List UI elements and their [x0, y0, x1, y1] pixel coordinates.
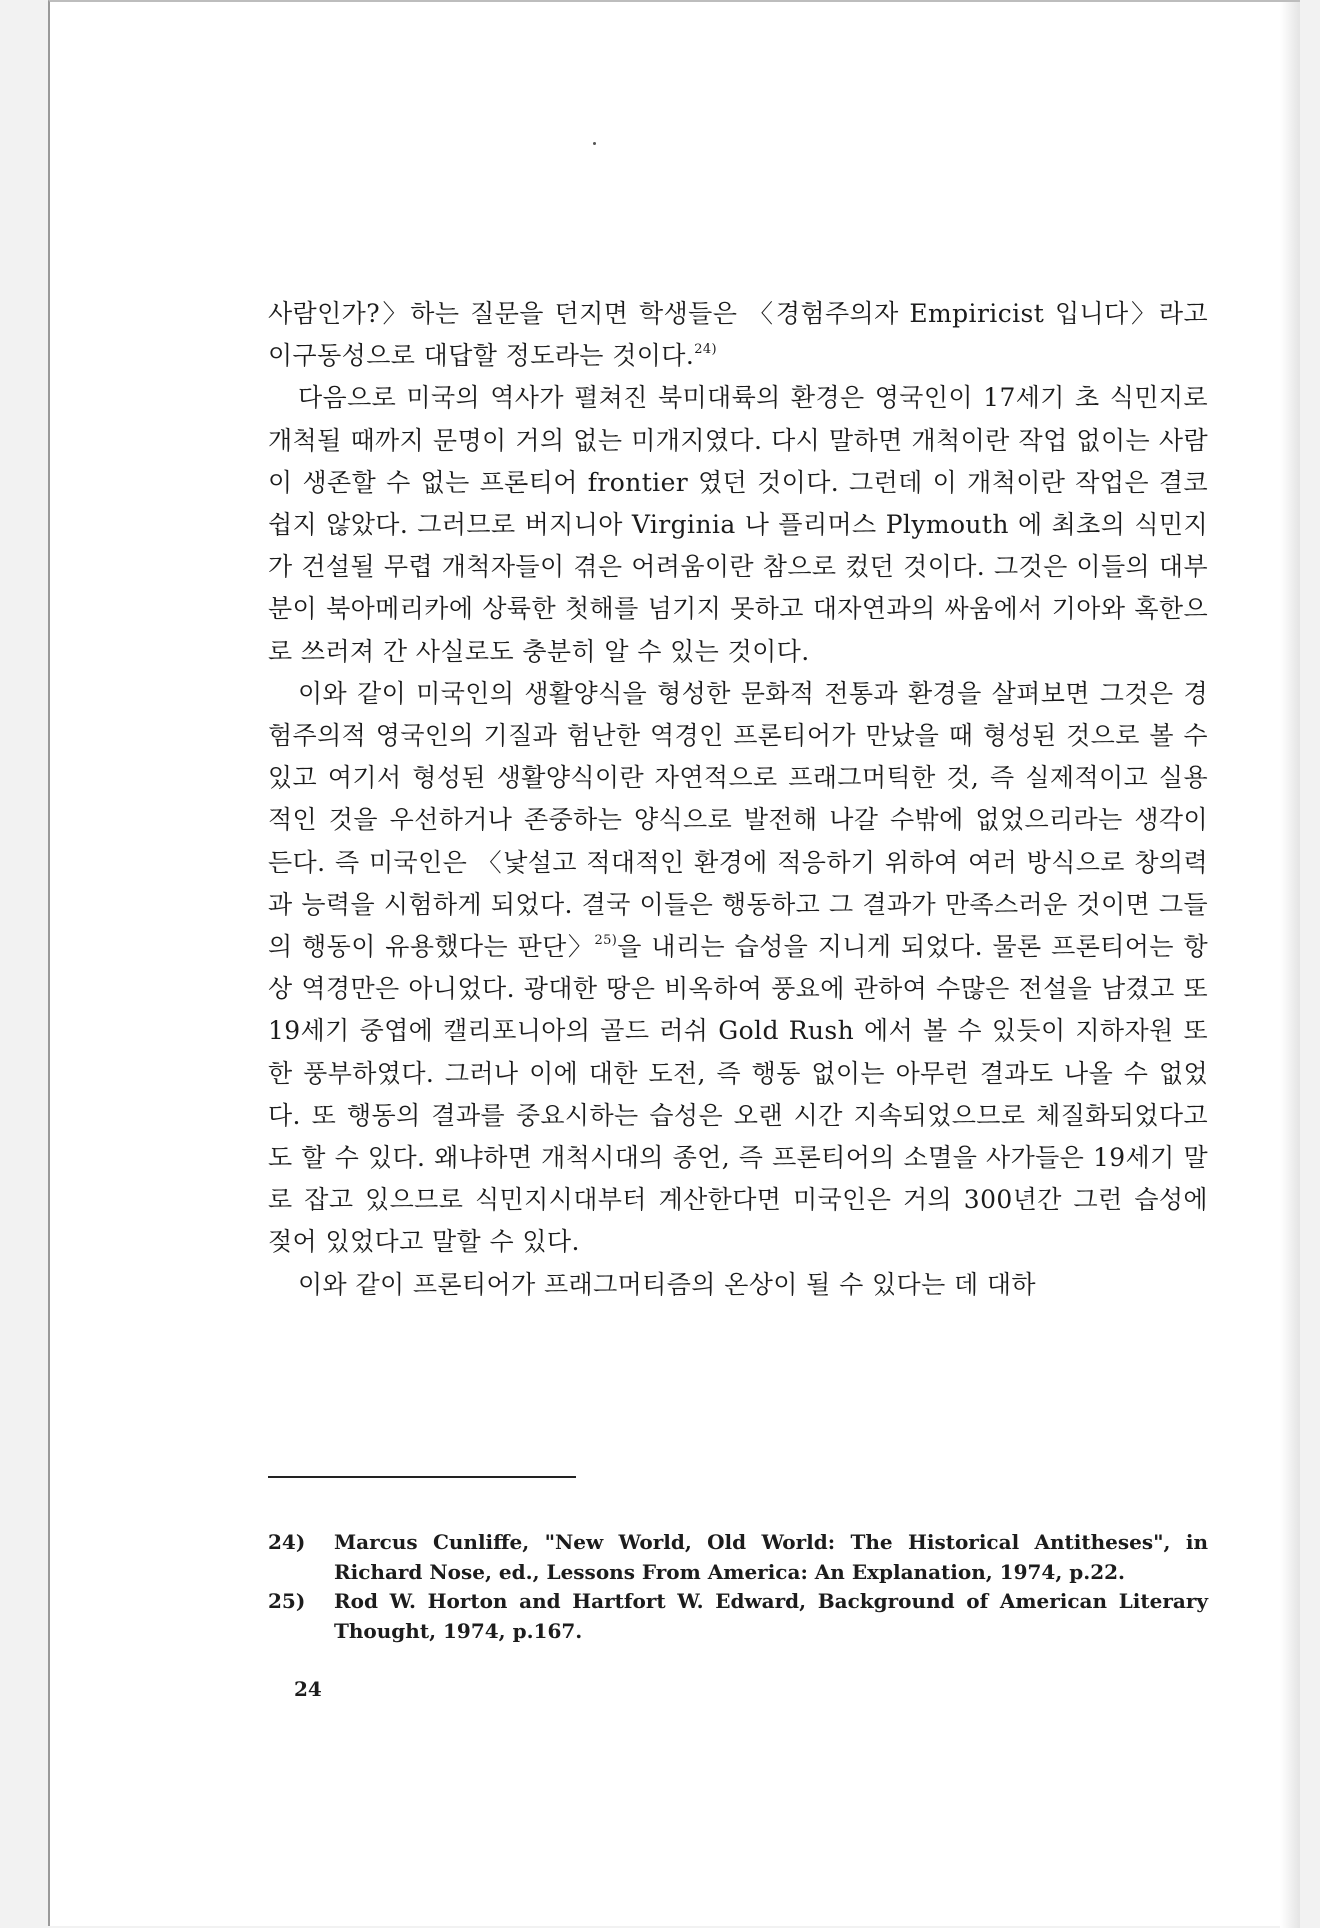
footnote-text: Rod W. Horton and Hartfort W. Edward, Background of American Literary Thought, 1974, p.167.	[334, 1589, 1208, 1643]
body-text	[268, 293, 1208, 1306]
footnote-divider	[268, 1476, 576, 1478]
paragraph-2: 다음으로 미국의 역사가 펼쳐진 북미대륙의 환경은 영국인이 17세기 초 식민지로 개척될 때까지 문명이 거의 없는 미개지였다. 다시 말하면 개척이란 작업 없이는 사람이 생존할 수 없는 프론티어 frontier 였던 것이다. 그런데 이 개척이란 작업은 결코 쉽지 않았다. 그러므로 버지니아 Virginia 나 플리머스 Plymouth 에 최초의 식민지가 건설될 무렵 개척자들이 겪은 어려움이란 참으로 컸던 것이다. 그것은 이들의 대부분이 북아메리카에 상륙한 첫해를 넘기지 못하고 대자연과의 싸움에서 기아와 혹한으로 쓰러져 간 사실로도 충분히 알 수 있는 것이다.	[268, 383, 1208, 666]
paragraph-4: 이와 같이 프론티어가 프래그머티즘의 온상이 될 수 있다는 데 대하	[298, 1269, 1036, 1299]
footnote-number: 24)	[268, 1530, 306, 1554]
footnote-text: Marcus Cunliffe, "New World, Old World: The Historical Antitheses", in Richard Nose, ed., Lessons From America: An Explanation, 1974, p.22.	[334, 1530, 1208, 1584]
print-speck	[593, 142, 596, 145]
book-page	[48, 0, 1300, 1926]
page-edge-shadow	[1280, 2, 1300, 1928]
paragraph-3: 이와 같이 미국인의 생활양식을 형성한 문화적 전통과 환경을 살펴보면 그것은 경험주의적 영국인의 기질과 험난한 역경인 프론티어가 만났을 때 형성된 것으로 볼 수 있고 여기서 형성된 생활양식이란 자연적으로 프래그머틱한 것, 즉 실제적이고 실용적인 것을 우선하거나 존중하는 양식으로 발전해 나갈 수밖에 없었으리라는 생각이 든다. 즉 미국인은 〈낯설고 적대적인 환경에 적응하기 위하여 여러 방식으로 창의력과 능력을 시험하게 되었다. 결국 이들은 행동하고 그 결과가 만족스러운 것이면 그들의 행동이 유용했다는 판단〉$^{25)}$을 내리는 습성을 지니게 되었다. 물론 프론티어는 항상 역경만은 아니었다. 광대한 땅은 비옥하여 풍요에 관하여 수많은 전설을 남겼고 또 19세기 중엽에 캘리포니아의 골드 러쉬 Gold Rush 에서 볼 수 있듯이 지하자원 또한 풍부하였다. 그러나 이에 대한 도전, 즉 행동 없이는 아무런 결과도 나올 수 없었다. 또 행동의 결과를 중요시하는 습성은 오랜 시간 지속되었으므로 체질화되었다고도 할 수 있다. 왜냐하면 개척시대의 종언, 즉 프론티어의 소멸을 사가들은 19세기 말로 잡고 있으므로 식민지시대부터 계산한다면 미국인은 거의 300년간 그런 습성에 젖어 있었다고 말할 수 있다.	[268, 678, 1208, 1257]
footnote-ref-25: 25)	[594, 933, 618, 949]
footnote-25	[268, 1587, 1208, 1646]
paragraph-1: 사람인가?〉하는 질문을 던지면 학생들은 〈경험주의자 Empiricist 입니다〉라고 이구동성으로 대답할 정도라는 것이다.$^{24)}$	[268, 299, 1208, 371]
footnote-24	[268, 1528, 1208, 1587]
footnotes	[268, 1528, 1208, 1646]
footnote-ref-24: 24)	[694, 342, 718, 358]
page-number: 24	[294, 1677, 322, 1701]
footnote-number: 25)	[268, 1589, 306, 1613]
